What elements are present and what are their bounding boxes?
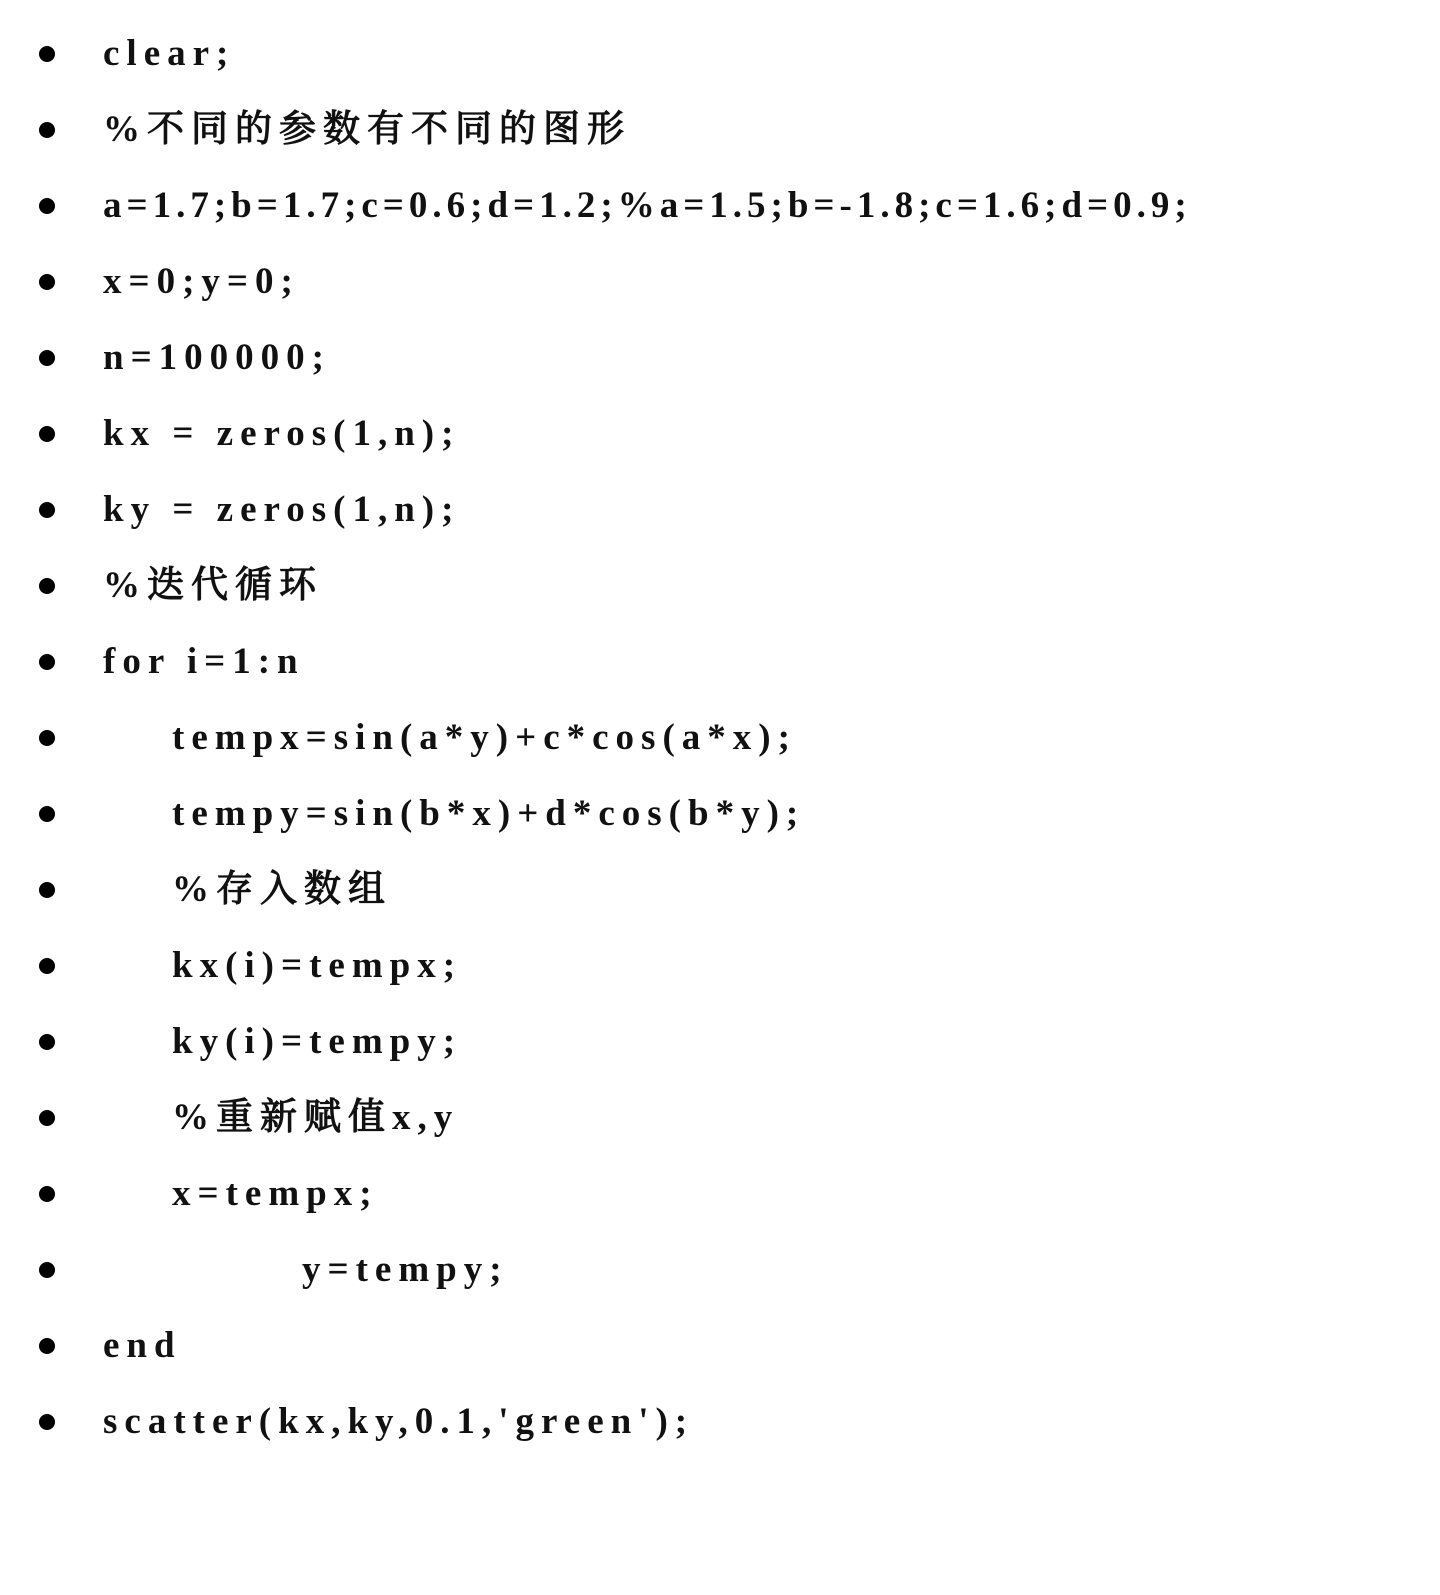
bullet-point: [39, 806, 55, 822]
code-line-text: tempy=sin(b*x)+d*cos(b*y);: [172, 793, 806, 834]
bullet-point: [39, 578, 55, 594]
code-line-text: x=tempx;: [172, 1173, 379, 1214]
code-line: [0, 14, 1440, 90]
code-line: [0, 1306, 1440, 1382]
bullet-point: [39, 1338, 55, 1354]
code-line: [0, 850, 1440, 926]
code-comment: %存入数组: [172, 869, 392, 910]
bullet-point: [39, 46, 55, 62]
code-line: [0, 926, 1440, 1002]
code-line: [0, 394, 1440, 470]
code-line: [0, 470, 1440, 546]
bullet-point: [39, 274, 55, 290]
code-comment: %重新赋值x,y: [172, 1097, 460, 1138]
code-line-text: n=100000;: [103, 337, 331, 378]
bullet-point: [39, 1414, 55, 1430]
bullet-point: [39, 502, 55, 518]
code-line-text: kx(i)=tempx;: [172, 945, 463, 986]
code-line-text: ky = zeros(1,n);: [103, 489, 461, 530]
code-line-text: a=1.7;b=1.7;c=0.6;d=1.2;%a=1.5;b=-1.8;c=1.6;d=0.9;: [103, 185, 1192, 226]
bullet-point: [39, 958, 55, 974]
code-line: [0, 698, 1440, 774]
bullet-point: [39, 730, 55, 746]
code-line: [0, 774, 1440, 850]
code-line: [0, 1002, 1440, 1078]
code-line-text: for i=1:n: [103, 641, 305, 682]
code-listing: [0, 14, 1440, 1458]
code-line: [0, 242, 1440, 318]
code-line-text: tempx=sin(a*y)+c*cos(a*x);: [172, 717, 797, 758]
code-line-text: clear;: [103, 33, 236, 74]
bullet-point: [39, 654, 55, 670]
code-line: [0, 1230, 1440, 1306]
code-line: [0, 318, 1440, 394]
code-line: [0, 166, 1440, 242]
code-line: [0, 546, 1440, 622]
code-line: [0, 1154, 1440, 1230]
bullet-point: [39, 1110, 55, 1126]
code-line: [0, 1382, 1440, 1458]
code-line: [0, 1078, 1440, 1154]
code-line-text: y=tempy;: [302, 1249, 509, 1290]
bullet-point: [39, 1262, 55, 1278]
code-comment: %不同的参数有不同的图形: [103, 109, 631, 150]
bullet-point: [39, 122, 55, 138]
bullet-point: [39, 1034, 55, 1050]
code-line-text: end: [103, 1325, 182, 1366]
code-comment: %迭代循环: [103, 565, 323, 606]
code-line-text: ky(i)=tempy;: [172, 1021, 463, 1062]
code-line-text: kx = zeros(1,n);: [103, 413, 461, 454]
code-line: [0, 622, 1440, 698]
bullet-point: [39, 350, 55, 366]
code-line-text: x=0;y=0;: [103, 261, 300, 302]
code-line: [0, 90, 1440, 166]
code-line-text: scatter(kx,ky,0.1,'green');: [103, 1401, 695, 1442]
bullet-point: [39, 426, 55, 442]
bullet-point: [39, 882, 55, 898]
bullet-point: [39, 198, 55, 214]
bullet-point: [39, 1186, 55, 1202]
